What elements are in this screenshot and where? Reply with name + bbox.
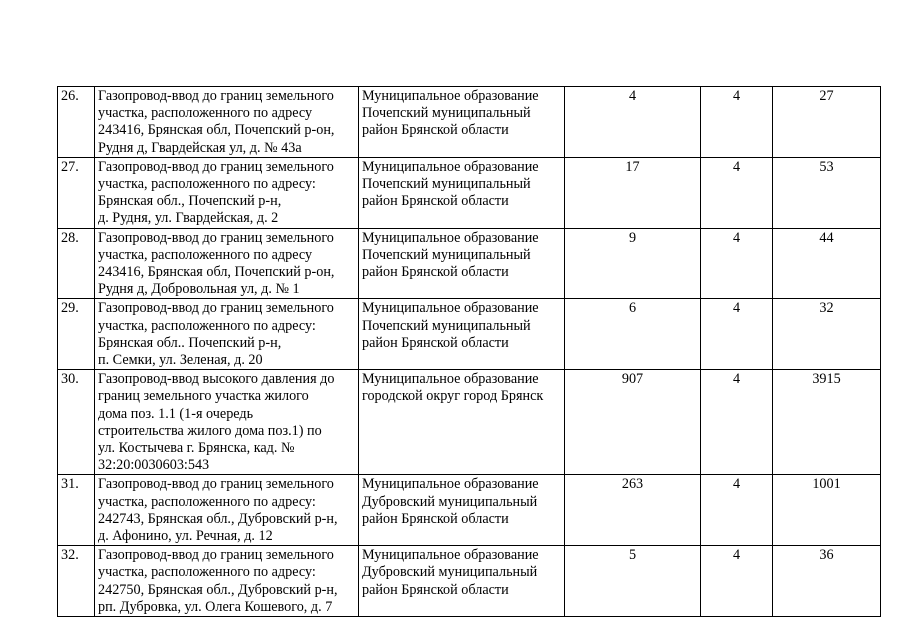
value-col-6: 3915 [773,370,881,475]
object-description: Газопровод-ввод высокого давления до границ земельного участка жилого дома поз. 1.1 (1-я очередь строительства жилого дома поз.1) по ул. Костычева г. Брянска, кад. № 32:20:0030603:543 [95,370,359,475]
object-description: Газопровод-ввод до границ земельного участка, расположенного по адресу 243416, Брянская обл, Почепский р-он, Рудня д, Гвардейская ул, д. № 43а [95,87,359,158]
value-col-6: 32 [773,299,881,370]
registry-table [57,86,881,617]
row-number: 26. [58,87,95,158]
value-col-4: 4 [565,87,701,158]
table-row [58,475,881,546]
value-col-4: 17 [565,157,701,228]
table-row [58,299,881,370]
value-col-5: 4 [701,87,773,158]
row-number: 29. [58,299,95,370]
value-col-6: 27 [773,87,881,158]
owner-municipality: Муниципальное образование Дубровский муниципальный район Брянской области [359,475,565,546]
object-description: Газопровод-ввод до границ земельного участка, расположенного по адресу: Брянская обл., Почепский р-н, д. Рудня, ул. Гвардейская, д. 2 [95,157,359,228]
row-number: 27. [58,157,95,228]
row-number: 31. [58,475,95,546]
table-row [58,546,881,617]
owner-municipality: Муниципальное образование Дубровский муниципальный район Брянской области [359,546,565,617]
owner-municipality: Муниципальное образование Почепский муниципальный район Брянской области [359,299,565,370]
object-description: Газопровод-ввод до границ земельного участка, расположенного по адресу 243416, Брянская обл, Почепский р-он, Рудня д, Добровольная ул, д. № 1 [95,228,359,299]
row-number: 28. [58,228,95,299]
table-row [58,228,881,299]
owner-municipality: Муниципальное образование Почепский муниципальный район Брянской области [359,87,565,158]
value-col-4: 9 [565,228,701,299]
table-row [58,87,881,158]
value-col-6: 1001 [773,475,881,546]
value-col-6: 44 [773,228,881,299]
table-row [58,157,881,228]
object-description: Газопровод-ввод до границ земельного участка, расположенного по адресу: 242750, Брянская обл., Дубровский р-н, рп. Дубровка, ул. Олега Кошевого, д. 7 [95,546,359,617]
value-col-5: 4 [701,475,773,546]
row-number: 32. [58,546,95,617]
owner-municipality: Муниципальное образование Почепский муниципальный район Брянской области [359,228,565,299]
value-col-4: 5 [565,546,701,617]
value-col-4: 6 [565,299,701,370]
value-col-4: 907 [565,370,701,475]
owner-municipality: Муниципальное образование городской округ город Брянск [359,370,565,475]
value-col-4: 263 [565,475,701,546]
value-col-5: 4 [701,157,773,228]
table-body [58,87,881,617]
owner-municipality: Муниципальное образование Почепский муниципальный район Брянской области [359,157,565,228]
value-col-5: 4 [701,546,773,617]
row-number: 30. [58,370,95,475]
object-description: Газопровод-ввод до границ земельного участка, расположенного по адресу: 242743, Брянская обл., Дубровский р-н, д. Афонино, ул. Речная, д. 12 [95,475,359,546]
table-row [58,370,881,475]
value-col-5: 4 [701,370,773,475]
value-col-5: 4 [701,299,773,370]
value-col-5: 4 [701,228,773,299]
value-col-6: 53 [773,157,881,228]
object-description: Газопровод-ввод до границ земельного участка, расположенного по адресу: Брянская обл.. Почепский р-н, п. Семки, ул. Зеленая, д. 20 [95,299,359,370]
value-col-6: 36 [773,546,881,617]
